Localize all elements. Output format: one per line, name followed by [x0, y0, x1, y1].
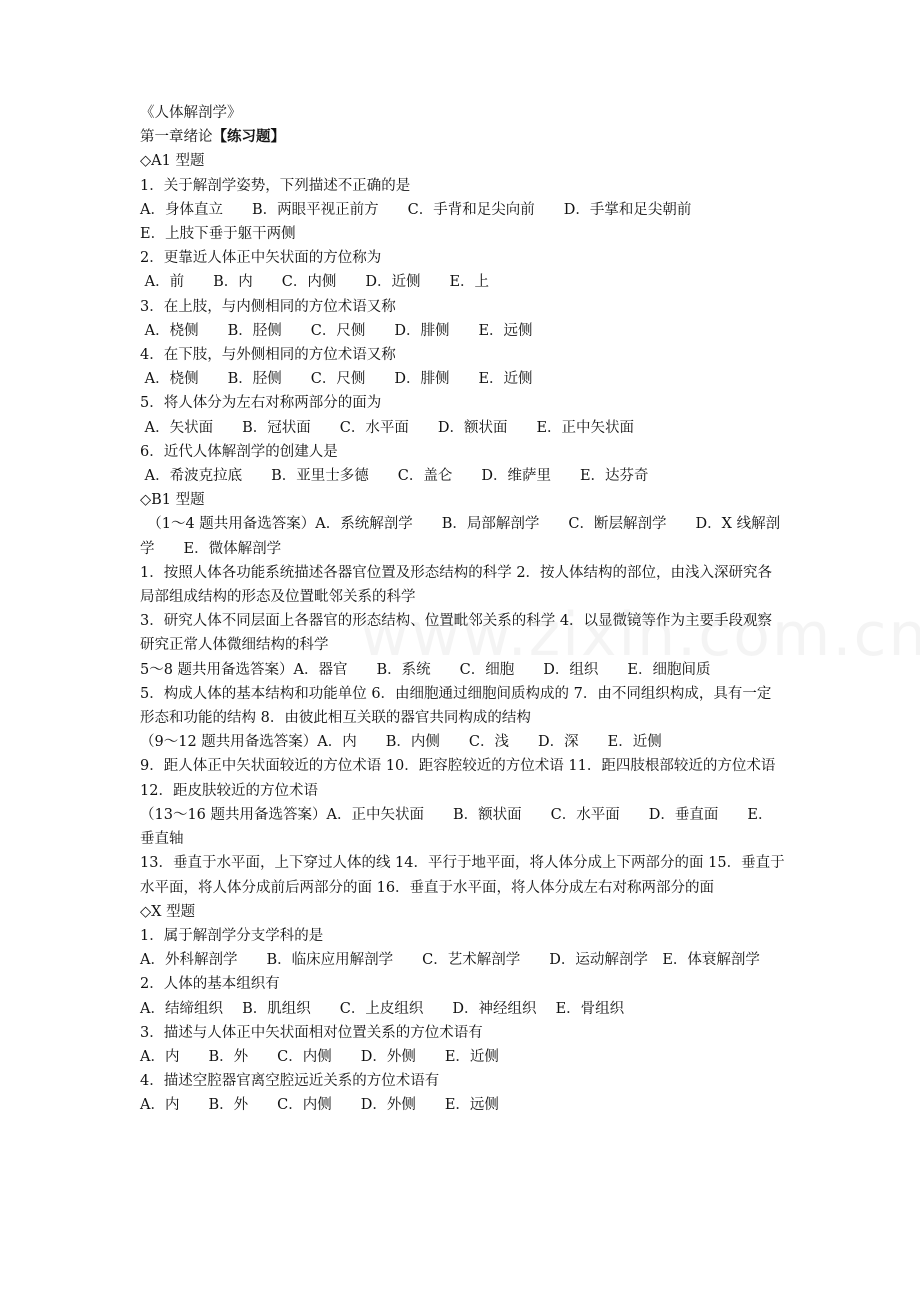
- a1-q3-options: A．桡侧 B．胫侧 C．尺侧 D．腓侧 E．远侧: [140, 322, 533, 339]
- chapter-title: 第一章绪论: [140, 129, 213, 146]
- a1-q1-stem: 1．关于解剖学姿势，下列描述不正确的是: [140, 177, 411, 194]
- a1-q1-options-cont: E．上肢下垂于躯干两侧: [140, 226, 296, 243]
- a1-q4-stem: 4．在下肢，与外侧相同的方位术语又称: [140, 347, 396, 364]
- a1-q4-options: A．桡侧 B．胫侧 C．尺侧 D．腓侧 E．近侧: [140, 371, 533, 388]
- b1-group2-answers: 5～8 题共用备选答案）A．器官 B．系统 C．细胞 D．组织 E．细胞间质: [140, 661, 711, 678]
- a1-q6-stem: 6．近代人体解剖学的创建人是: [140, 443, 338, 460]
- section-a1-header: ◇A1 型题: [140, 153, 205, 170]
- a1-q5-stem: 5．将人体分为左右对称两部分的面为: [140, 395, 382, 412]
- x-q4-options: A．内 B．外 C．内侧 D．外侧 E．远侧: [140, 1097, 499, 1114]
- document-body: [140, 101, 785, 1118]
- b1-group1-answers: （1～4 题共用备选答案）A．系统解剖学 B．局部解剖学 C．断层解剖学 D．X 线解剖学 E．微体解剖学: [140, 516, 781, 557]
- x-q2-options: A．结缔组织 B．肌组织 C．上皮组织 D．神经组织 E．骨组织: [140, 1000, 625, 1017]
- chapter-tag: 【练习题】: [212, 128, 285, 146]
- section-b1-header: ◇B1 型题: [140, 492, 205, 509]
- x-q1-stem: 1．属于解剖学分支学科的是: [140, 927, 324, 944]
- chapter-heading: [140, 125, 785, 149]
- a1-q3-stem: 3．在上肢，与内侧相同的方位术语又称: [140, 298, 396, 315]
- x-q3-stem: 3．描述与人体正中矢状面相对位置关系的方位术语有: [140, 1024, 483, 1041]
- b1-group2-items: 5．构成人体的基本结构和功能单位 6．由细胞通过细胞间质构成的 7．由不同组织构成，具有一定形态和功能的结构 8．由彼此相互关联的器官共同构成的结构: [140, 685, 772, 727]
- b1-group1-items-b: 3．研究人体不同层面上各器官的形态结构、位置毗邻关系的科学 4．以显微镜等作为主要手段观察研究正常人体微细结构的科学: [140, 613, 773, 654]
- a1-q5-options: A．矢状面 B．冠状面 C．水平面 D．额状面 E．正中矢状面: [140, 419, 635, 436]
- a1-q6-options: A．希波克拉底 B．亚里士多德 C．盖仑 D．维萨里 E．达芬奇: [140, 468, 649, 485]
- section-x-header: ◇X 型题: [140, 903, 196, 920]
- b1-group4-answers: （13～16 题共用备选答案）A．正中矢状面 B．额状面 C．水平面 D．垂直面 E．垂直轴: [140, 806, 773, 848]
- b1-group4-items: 13．垂直于水平面，上下穿过人体的线 14．平行于地平面，将人体分成上下两部分的面 15．垂直于水平面，将人体分成前后两部分的面 16．垂直于水平面，将人体分成左右对称两部分的面: [140, 855, 785, 896]
- x-q4-stem: 4．描述空腔器官离空腔远近关系的方位术语有: [140, 1073, 440, 1090]
- a1-q1-options: A．身体直立 B．两眼平视正前方 C．手背和足尖向前 D．手掌和足尖朝前: [140, 201, 692, 218]
- x-q3-options: A．内 B．外 C．内侧 D．外侧 E．近侧: [140, 1048, 499, 1065]
- b1-group1-items-a: 1．按照人体各功能系统描述各器官位置及形态结构的科学 2．按人体结构的部位，由浅入深研究各局部组成结构的形态及位置毗邻关系的科学: [140, 564, 773, 606]
- doc-title: 《人体解剖学》: [140, 105, 242, 121]
- x-q1-options: A．外科解剖学 B．临床应用解剖学 C．艺术解剖学 D．运动解剖学 E．体衰解剖学: [140, 952, 760, 969]
- a1-q2-options: A．前 B．内 C．内侧 D．近侧 E．上: [140, 274, 490, 291]
- b1-group3-items: 9．距人体正中矢状面较近的方位术语 10．距容腔较近的方位术语 11．距四肢根部较近的方位术语 12．距皮肤较近的方位术语: [140, 758, 776, 799]
- a1-q2-stem: 2．更靠近人体正中矢状面的方位称为: [140, 250, 382, 267]
- b1-group3-answers: （9～12 题共用备选答案）A．内 B．内侧 C．浅 D．深 E．近侧: [140, 734, 662, 751]
- x-q2-stem: 2．人体的基本组织有: [140, 976, 280, 993]
